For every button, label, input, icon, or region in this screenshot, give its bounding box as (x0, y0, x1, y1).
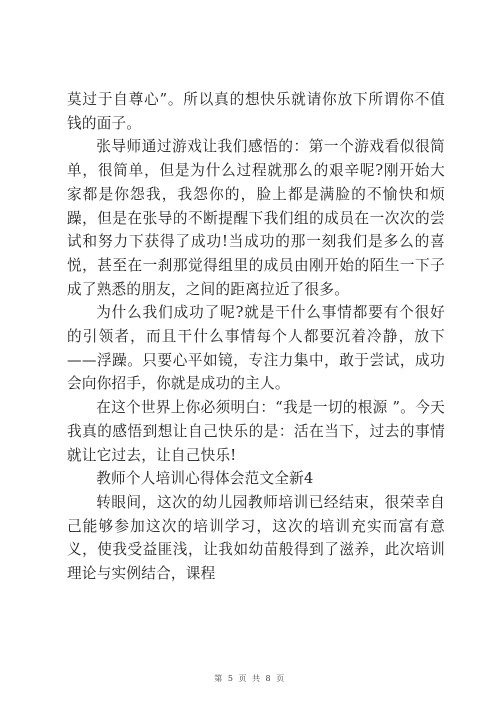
page-footer: 第 5 页 共 8 页 (214, 674, 286, 683)
paragraph-training-intro: 转眼间，这次的幼儿园教师培训已经结束，很荣幸自己能够参加这次的培训学习，这次的培训充实而富有意义，使我受益匪浅，让我如幼苗般得到了滋养，此次培训理论与实例结合，课程 (67, 493, 445, 583)
paragraph-why-success: 为什么我们成功了呢?就是干什么事情都要有个很好的引领者，而且干什么事情每个人都要沉着冷静，放下——浮躁。只要心平如镜，专注力集中，敢于尝试，成功会向你招手，你就是成功的主人。 (67, 304, 445, 393)
paragraph-root-of-all: 在这个世界上你必须明白：“我是一切的根源 ”。今天我真的感悟到想让自己快乐的是：活在当下，过去的事情就让它过去，让自己快乐! (67, 399, 445, 464)
paragraph-game-insight: 张导师通过游戏让我们感悟的：第一个游戏看似很简单，很简单，但是为什么过程就那么的艰辛呢?刚开始大家都是你怨我，我怨你的，脸上都是满脸的不愉快和烦躁，但是在张导的不断提醒下我们组的成员在一次次的尝试和努力下获得了成功!当成功的那一刻我们是多么的喜悦，甚至在一刹那觉得组里的成员由刚开始的陌生一下子成了熟悉的朋友，之间的距离拉近了很多。 (67, 138, 445, 298)
document-body (67, 88, 445, 586)
section-heading: 教师个人培训心得体会范文全新4 (96, 470, 314, 488)
paragraph-continued: 莫过于自尊心”。所以真的想快乐就请你放下所谓你不值钱的面子。 (67, 91, 445, 132)
